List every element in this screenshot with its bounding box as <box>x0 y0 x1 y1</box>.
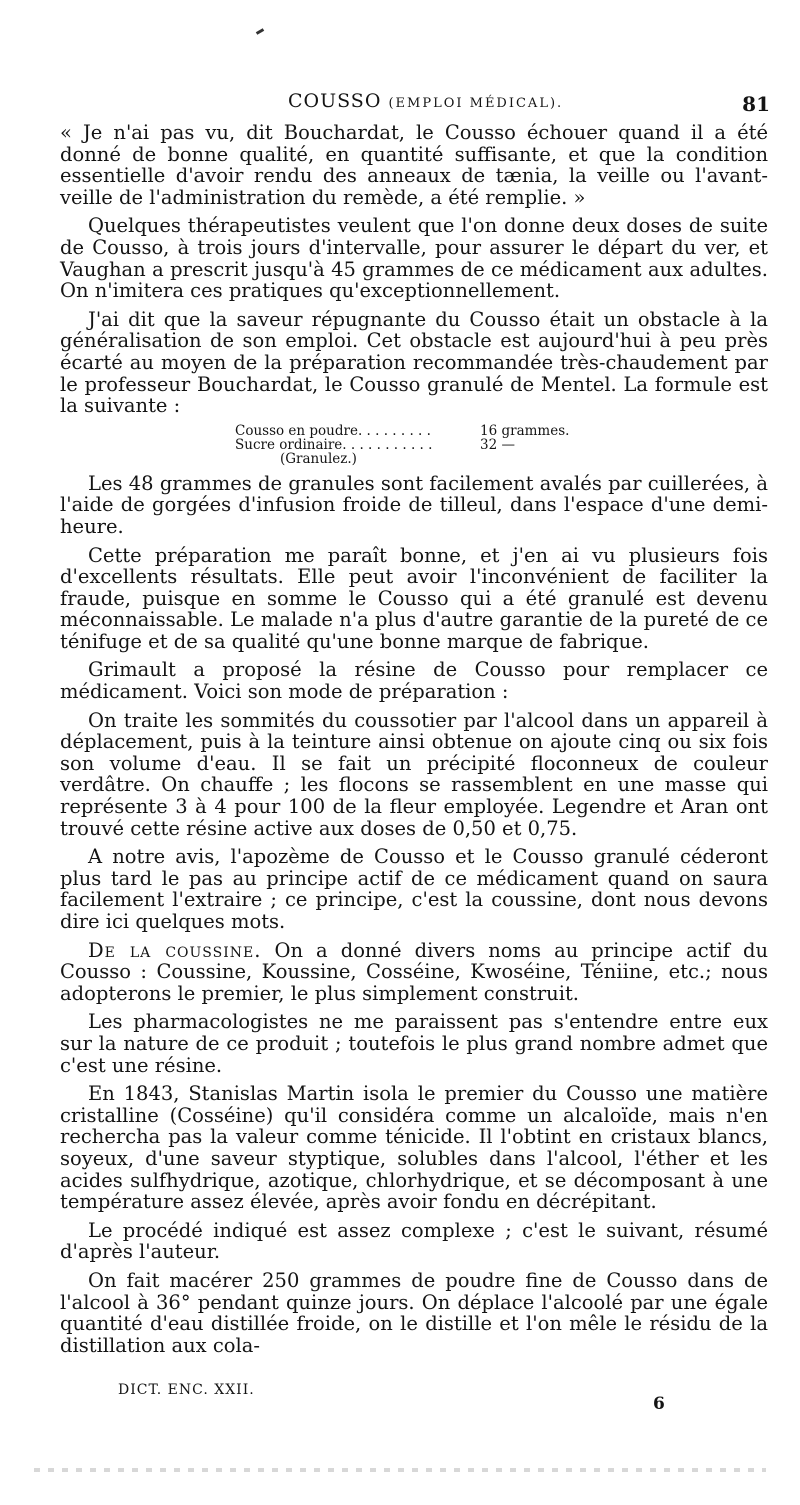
header-title <box>288 90 563 112</box>
section-text: On a donné divers noms au principe actif du Cousso : Coussine, Koussine, Cosséine, Kwoséine, Téniine, etc.; nous adopterons le premier, le plus simplement construit. <box>60 938 769 1005</box>
recipe-ingredient: Cousso en poudre. . . . . . . . . <box>235 422 431 439</box>
running-header <box>58 90 770 120</box>
paragraph: On fait macérer 250 grammes de poudre fine de Cousso dans de l'alcool à 36° pendant quinze jours. On déplace l'alcoolé par une égale quantité d'eau distillée froide, on le distille et l'on mêle le résidu de la distillation aux cola- <box>60 1268 768 1357</box>
paragraph: Grimault a proposé la résine de Cousso pour remplacer ce médicament. Voici son mode de préparation : <box>60 658 768 704</box>
recipe-quantity: 16 grammes. <box>480 422 570 439</box>
recipe-note: (Granulez.) <box>280 450 357 467</box>
paragraph: « Je n'ai pas vu, dit Bouchardat, le Cousso échouer quand il a été donné de bonne qualité, en quantité suffisante, et que la condition essentielle d'avoir rendu des anneaux de tænia, la veille ou l'avant-veille de l'administration du remède, a été remplie. » <box>60 121 768 209</box>
recipe-row <box>235 424 625 438</box>
recipe-formula <box>235 424 625 466</box>
page-footer <box>118 1380 678 1420</box>
paragraph: Les pharmacologistes ne me paraissent pas s'entendre entre eux sur la nature de ce produit ; toutefois le plus grand nombre admet que c'est une résine. <box>60 1010 768 1077</box>
section-heading: De la coussine. <box>88 938 262 962</box>
sheet-number: 6 <box>653 1394 665 1414</box>
page-number: 81 <box>742 92 770 116</box>
header-title-text: COUSSO <box>288 90 382 112</box>
scan-noise-line <box>34 1468 766 1472</box>
paragraph: Quelques thérapeutistes veulent que l'on donne deux doses de suite de Cousso, à trois jours d'intervalle, pour assurer le départ du ver, et Vaughan a prescrit jusqu'à 45 grammes de ce médicament aux adultes. On n'imitera ces pratiques qu'exceptionnellement. <box>60 214 768 303</box>
paragraph: A notre avis, l'apozème de Cousso et le Cousso granulé céderont plus tard le pas au principe actif de ce médicament quand on saura facilement l'extraire ; ce principe, c'est la coussine, dont nous devons dire ici quelques mots. <box>60 845 768 933</box>
paragraph: Cette préparation me paraît bonne, et j'en ai vu plusieurs fois d'excellents résultats. Elle peut avoir l'inconvénient de faciliter la fraude, puisque en somme le Cousso qui a été granulé est devenu méconnaissable. Le malade n'a plus d'autre garantie de la pureté de ce ténifuge et de sa qualité qu'une bonne marque de fabrique. <box>60 543 768 653</box>
section-paragraph <box>60 940 768 1005</box>
paragraph: Les 48 grammes de granules sont facilement avalés par cuillerées, à l'aide de gorgées d'infusion froide de tilleul, dans l'espace d'une demi-heure. <box>60 471 768 538</box>
paragraph: Le procédé indiqué est assez complexe ; c'est le suivant, résumé d'après l'auteur. <box>60 1218 768 1264</box>
paragraph: En 1843, Stanislas Martin isola le premier du Cousso une matière cristalline (Cosséine) qu'il considéra comme un alcaloïde, mais n'en rechercha pas la valeur comme ténicide. Il l'obtint en cristaux blancs, soyeux, d'une saveur styptique, solubles dans l'alcool, l'éther et les acides sulfhydrique, azotique, chlorhydrique, et se décomposant à une température assez élevée, après avoir fondu en décrépitant. <box>60 1082 768 1214</box>
paragraph: J'ai dit que la saveur répugnante du Cousso était un obstacle à la généralisation de son emploi. Cet obstacle est aujourd'hui à peu près écarté au moyen de la préparation recommandée très-chaudement par le professeur Bouchardat, le Cousso granulé de Mentel. La formule est la suivante : <box>60 307 768 418</box>
scan-mark <box>256 28 264 35</box>
recipe-quantity: 32 — <box>480 436 515 453</box>
header-subtitle: (EMPLOI MÉDICAL). <box>388 96 564 111</box>
recipe-row <box>235 438 625 452</box>
footer-signature: DICT. ENC. XXII. <box>118 1382 255 1398</box>
recipe-ingredient: Sucre ordinaire. . . . . . . . . . . <box>235 436 433 453</box>
paragraph: On traite les sommités du coussotier par l'alcool dans un appareil à déplacement, puis à la teinture ainsi obtenue on ajoute cinq ou six fois son volume d'eau. Il se fait un précipité floconneux de couleur verdâtre. On chauffe ; les flocons se rassemblent en une masse qui représente 3 à 4 pour 100 de la fleur employée. Legendre et Aran ont trouvé cette résine active aux doses de 0,50 et 0,75. <box>60 708 768 840</box>
body-text <box>60 122 768 1363</box>
